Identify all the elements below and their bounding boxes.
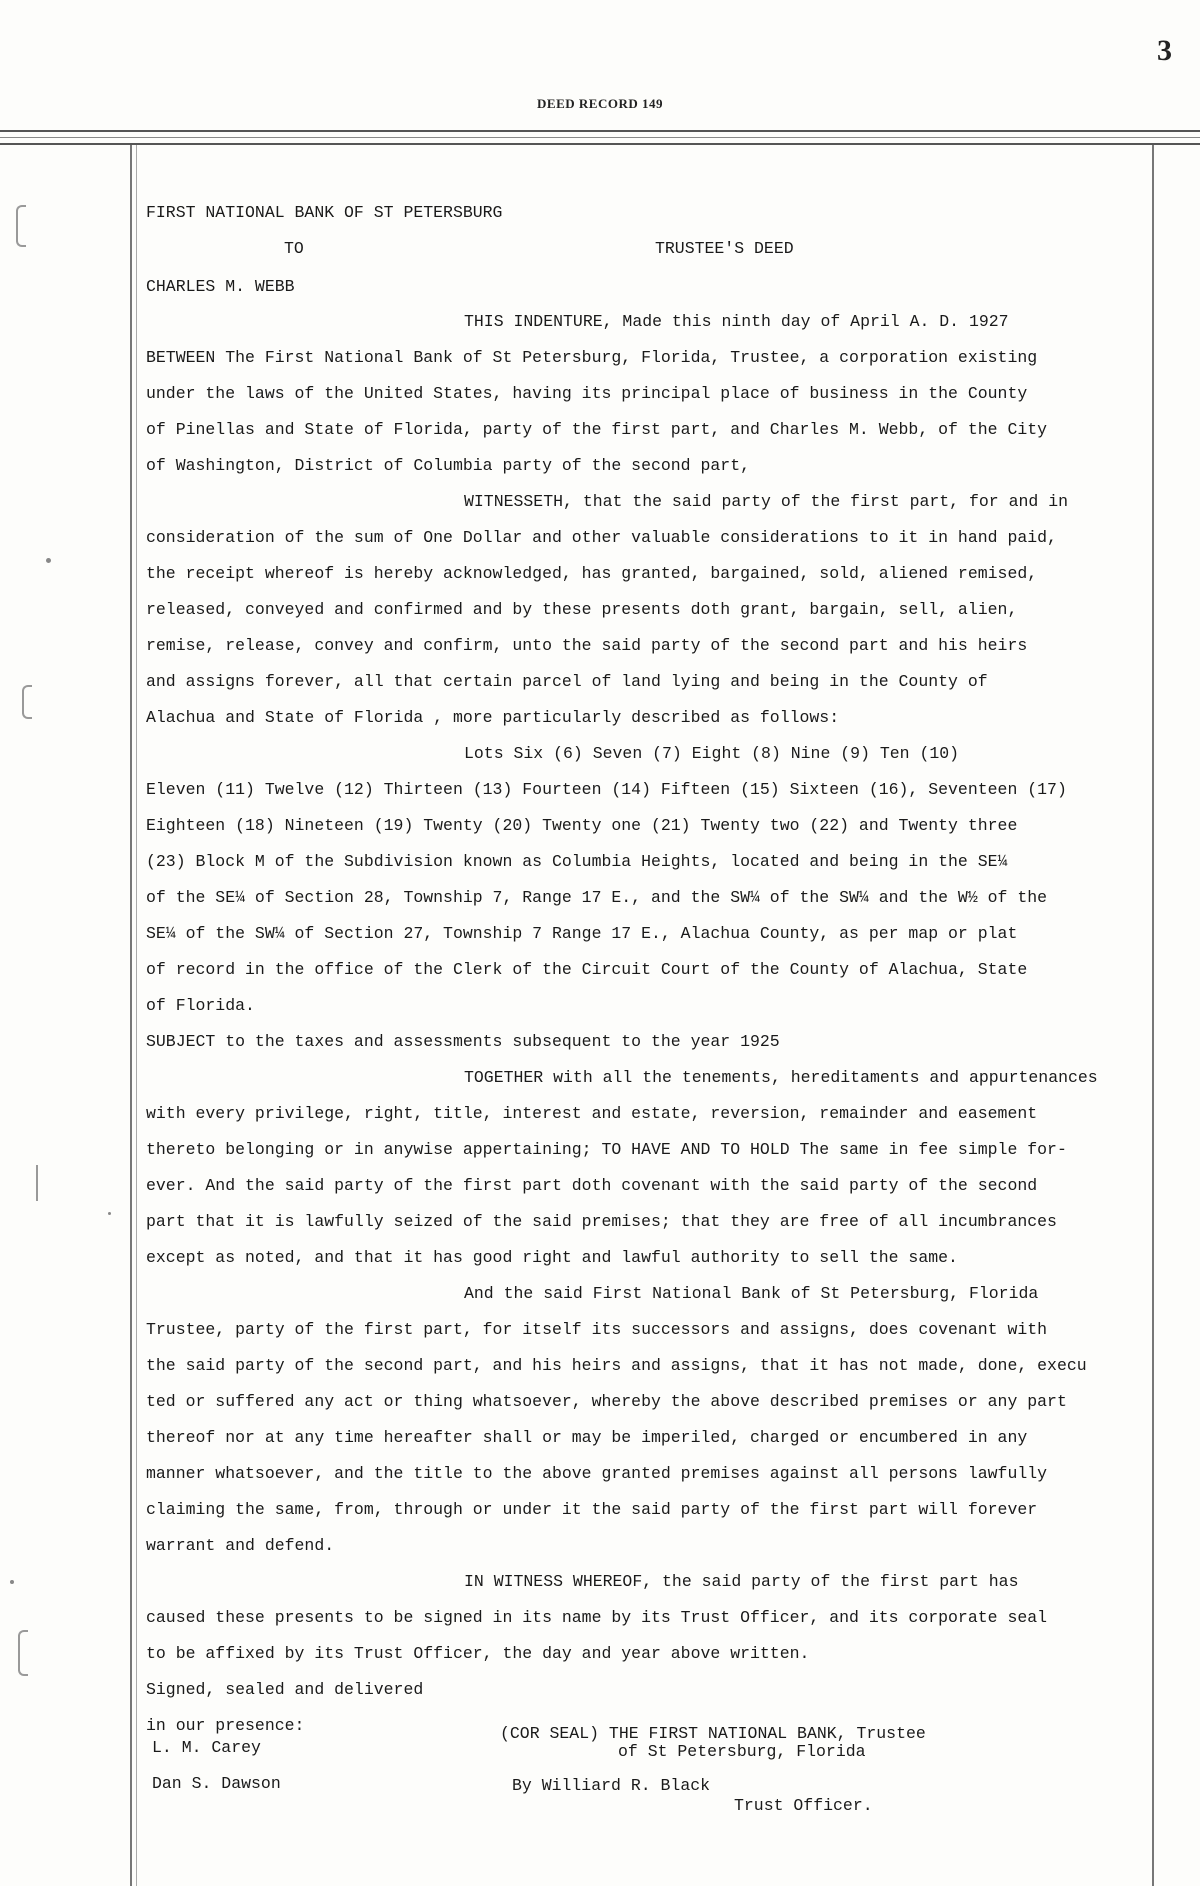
body-line: SUBJECT to the taxes and assessments subsequent to the year 1925	[146, 1032, 780, 1051]
left-margin-rule-inner	[136, 145, 137, 1886]
body-line: claiming the same, from, through or under it the said party of the first part will forever	[146, 1500, 1038, 1519]
body-line: consideration of the sum of One Dollar and other valuable considerations to it in hand paid,	[146, 528, 1057, 547]
body-line: except as noted, and that it has good right and lawful authority to sell the same.	[146, 1248, 958, 1267]
left-margin-rule	[130, 145, 132, 1886]
body-line: THIS INDENTURE, Made this ninth day of April A. D. 1927	[464, 312, 1009, 331]
body-line: of Florida.	[146, 996, 255, 1015]
deed-type: TRUSTEE'S DEED	[655, 239, 794, 258]
record-title: DEED RECORD 149	[537, 96, 663, 111]
body-line: to be affixed by its Trust Officer, the day and year above written.	[146, 1644, 810, 1663]
signer-name: By Williard R. Black	[512, 1776, 711, 1795]
body-line: of record in the office of the Clerk of the Circuit Court of the County of Alachua, State	[146, 960, 1028, 979]
body-line: thereof nor at any time hereafter shall or may be imperiled, charged or encumbered in any	[146, 1428, 1028, 1447]
right-margin-rule	[1152, 145, 1154, 1886]
grantee-name: CHARLES M. WEBB	[146, 277, 295, 296]
binding-mark	[22, 685, 32, 719]
witness-1: L. M. Carey	[152, 1738, 261, 1757]
body-line: WITNESSETH, that the said party of the first part, for and in	[464, 492, 1068, 511]
body-line: IN WITNESS WHEREOF, the said party of the first part has	[464, 1572, 1019, 1591]
seal-line-2: of St Petersburg, Florida	[618, 1742, 866, 1761]
to-label: TO	[284, 239, 304, 258]
signer-title: Trust Officer.	[734, 1796, 873, 1815]
witness-2: Dan S. Dawson	[152, 1774, 281, 1793]
deed-body	[146, 304, 1150, 1744]
body-line: thereto belonging or in anywise appertaining; TO HAVE AND TO HOLD The same in fee simple for-	[146, 1140, 1067, 1159]
body-line: warrant and defend.	[146, 1536, 335, 1555]
body-line: with every privilege, right, title, interest and estate, reversion, remainder and easement	[146, 1104, 1038, 1123]
speck	[108, 1212, 111, 1215]
body-line: and assigns forever, all that certain parcel of land lying and being in the County of	[146, 672, 988, 691]
binding-mark	[18, 1630, 28, 1676]
body-line: released, conveyed and confirmed and by these presents doth grant, bargain, sell, alien,	[146, 600, 1018, 619]
speck	[46, 558, 51, 563]
body-line: in our presence:	[146, 1716, 305, 1735]
body-line: of Pinellas and State of Florida, party of the first part, and Charles M. Webb, of the City	[146, 420, 1048, 439]
body-line: ted or suffered any act or thing whatsoever, whereby the above described premises or any part	[146, 1392, 1067, 1411]
seal-line-1: (COR SEAL) THE FIRST NATIONAL BANK, Trustee	[500, 1724, 926, 1743]
page-number: 3	[1157, 34, 1172, 67]
body-line: TOGETHER with all the tenements, hereditaments and appurtenances	[464, 1068, 1098, 1087]
body-line: manner whatsoever, and the title to the above granted premises against all persons lawfully	[146, 1464, 1048, 1483]
body-line: Eleven (11) Twelve (12) Thirteen (13) Fourteen (14) Fifteen (15) Sixteen (16), Seventeen (17)	[146, 780, 1067, 799]
body-line: Trustee, party of the first part, for itself its successors and assigns, does covenant with	[146, 1320, 1048, 1339]
body-line: Signed, sealed and delivered	[146, 1680, 424, 1699]
grantor-name: FIRST NATIONAL BANK OF ST PETERSBURG	[146, 203, 503, 222]
top-rule-3	[0, 143, 1200, 145]
body-line: Eighteen (18) Nineteen (19) Twenty (20) Twenty one (21) Twenty two (22) and Twenty three	[146, 816, 1018, 835]
body-line: And the said First National Bank of St Petersburg, Florida	[464, 1284, 1039, 1303]
body-line: BETWEEN The First National Bank of St Petersburg, Florida, Trustee, a corporation existing	[146, 348, 1038, 367]
body-line: the said party of the second part, and his heirs and assigns, that it has not made, done, execu	[146, 1356, 1087, 1375]
body-line: remise, release, convey and confirm, unto the said party of the second part and his heirs	[146, 636, 1028, 655]
body-line: the receipt whereof is hereby acknowledged, has granted, bargained, sold, aliened remised,	[146, 564, 1038, 583]
body-line: caused these presents to be signed in its name by its Trust Officer, and its corporate seal	[146, 1608, 1048, 1627]
body-line: ever. And the said party of the first part doth covenant with the said party of the second	[146, 1176, 1038, 1195]
speck	[10, 1580, 14, 1584]
body-line: of Washington, District of Columbia party of the second part,	[146, 456, 750, 475]
top-rule-1	[0, 130, 1200, 132]
body-line: of the SE¼ of Section 28, Township 7, Range 17 E., and the SW¼ of the SW¼ and the W½ of the	[146, 888, 1048, 907]
body-line: Lots Six (6) Seven (7) Eight (8) Nine (9) Ten (10)	[464, 744, 960, 763]
body-line: SE¼ of the SW¼ of Section 27, Township 7 Range 17 E., Alachua County, as per map or plat	[146, 924, 1018, 943]
body-line: part that it is lawfully seized of the said premises; that they are free of all incumbrances	[146, 1212, 1057, 1231]
top-rule-2	[0, 137, 1200, 138]
body-line: Alachua and State of Florida , more particularly described as follows:	[146, 708, 840, 727]
body-line: (23) Block M of the Subdivision known as Columbia Heights, located and being in the SE¼	[146, 852, 1008, 871]
body-line: under the laws of the United States, having its principal place of business in the County	[146, 384, 1028, 403]
binding-mark	[16, 205, 26, 247]
binding-mark	[36, 1165, 46, 1201]
